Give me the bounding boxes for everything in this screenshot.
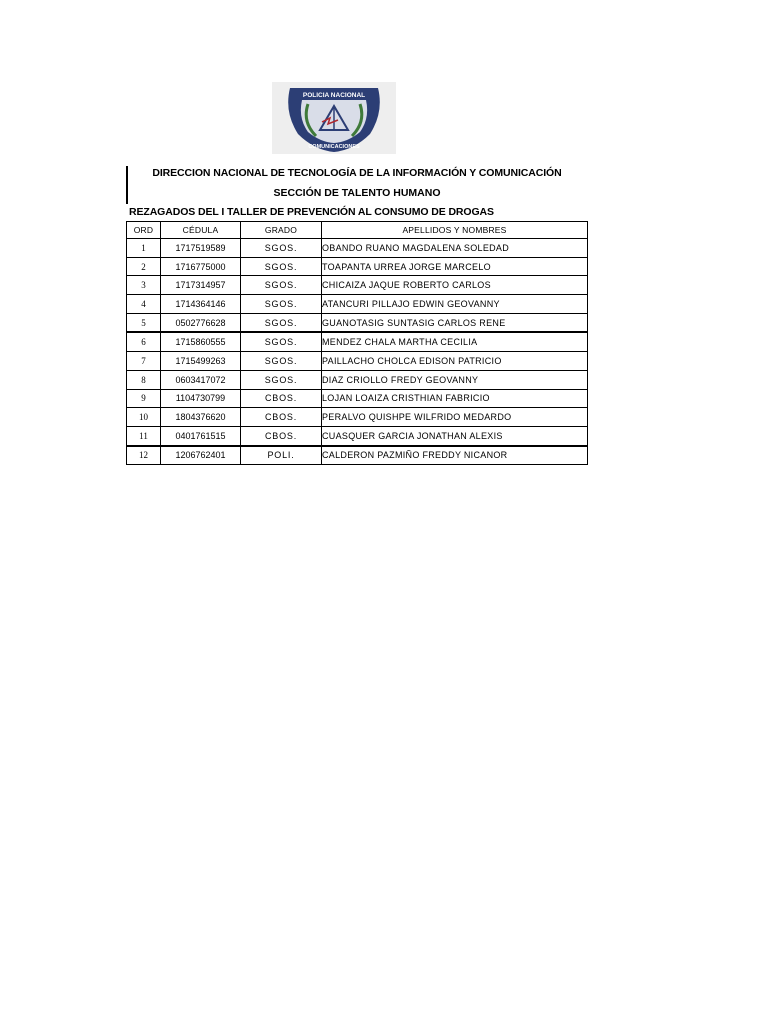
list-caption: REZAGADOS DEL I TALLER DE PREVENCIÓN AL CONSUMO DE DROGAS	[129, 206, 494, 218]
policia-nacional-logo	[272, 82, 396, 154]
nombre-cell: TOAPANTA URREA JORGE MARCELO	[322, 257, 588, 276]
nombre-cell: CHICAIZA JAQUE ROBERTO CARLOS	[322, 276, 588, 295]
logo-top-text: POLICIA NACIONAL	[302, 92, 366, 99]
nombre-cell: OBANDO RUANO MAGDALENA SOLEDAD	[322, 239, 588, 258]
column-header-cedula: CÉDULA	[161, 222, 241, 239]
table-header-row	[127, 222, 588, 239]
table-row	[127, 276, 588, 295]
ord-cell: 10	[127, 408, 161, 427]
nombre-cell: ATANCURI PILLAJO EDWIN GEOVANNY	[322, 295, 588, 314]
grado-cell: SGOS.	[241, 370, 322, 389]
cedula-cell: 1206762401	[161, 446, 241, 465]
table-row	[127, 408, 588, 427]
cedula-cell: 1714364146	[161, 295, 241, 314]
grado-cell: SGOS.	[241, 313, 322, 332]
table-row	[127, 313, 588, 332]
nombre-cell: PERALVO QUISHPE WILFRIDO MEDARDO	[322, 408, 588, 427]
ord-cell: 6	[127, 332, 161, 351]
ord-cell: 12	[127, 446, 161, 465]
ord-cell: 5	[127, 313, 161, 332]
table-row	[127, 257, 588, 276]
table-row	[127, 352, 588, 371]
table-body	[127, 239, 588, 465]
cedula-cell: 0502776628	[161, 313, 241, 332]
cedula-cell: 1715860555	[161, 332, 241, 351]
table-row	[127, 426, 588, 445]
cedula-cell: 1716775000	[161, 257, 241, 276]
nombre-cell: PAILLACHO CHOLCA EDISON PATRICIO	[322, 352, 588, 371]
cedula-cell: 1715499263	[161, 352, 241, 371]
ord-cell: 1	[127, 239, 161, 258]
column-header-nombres: APELLIDOS Y NOMBRES	[322, 222, 588, 239]
grado-cell: POLI.	[241, 446, 322, 465]
personnel-table	[126, 221, 588, 465]
grado-cell: SGOS.	[241, 332, 322, 351]
table-row	[127, 370, 588, 389]
grado-cell: SGOS.	[241, 239, 322, 258]
ord-cell: 3	[127, 276, 161, 295]
cedula-cell: 1804376620	[161, 408, 241, 427]
grado-cell: CBOS.	[241, 426, 322, 445]
document-subtitle: SECCIÓN DE TALENTO HUMANO	[273, 187, 441, 199]
grado-cell: SGOS.	[241, 295, 322, 314]
ord-cell: 7	[127, 352, 161, 371]
nombre-cell: MENDEZ CHALA MARTHA CECILIA	[322, 332, 588, 351]
cedula-cell: 1717519589	[161, 239, 241, 258]
ord-cell: 9	[127, 389, 161, 408]
document-title: DIRECCION NACIONAL DE TECNOLOGÍA DE LA INFORMACIÓN Y COMUNICACIÓN	[152, 167, 562, 179]
column-header-ord: ORD	[127, 222, 161, 239]
cedula-cell: 1104730799	[161, 389, 241, 408]
nombre-cell: CUASQUER GARCIA JONATHAN ALEXIS	[322, 426, 588, 445]
table-row	[127, 389, 588, 408]
nombre-cell: GUANOTASIG SUNTASIG CARLOS RENE	[322, 313, 588, 332]
grado-cell: CBOS.	[241, 408, 322, 427]
table-row	[127, 446, 588, 465]
table-row	[127, 332, 588, 351]
grado-cell: SGOS.	[241, 257, 322, 276]
logo-bottom-text: COMUNICACIONES	[308, 144, 360, 150]
cedula-cell: 1717314957	[161, 276, 241, 295]
table-row	[127, 239, 588, 258]
cedula-cell: 0401761515	[161, 426, 241, 445]
grado-cell: SGOS.	[241, 276, 322, 295]
grado-cell: SGOS.	[241, 352, 322, 371]
ord-cell: 8	[127, 370, 161, 389]
ord-cell: 11	[127, 426, 161, 445]
cedula-cell: 0603417072	[161, 370, 241, 389]
nombre-cell: DIAZ CRIOLLO FREDY GEOVANNY	[322, 370, 588, 389]
grado-cell: CBOS.	[241, 389, 322, 408]
table-row	[127, 295, 588, 314]
column-header-grado: GRADO	[241, 222, 322, 239]
nombre-cell: CALDERON PAZMIÑO FREDDY NICANOR	[322, 446, 588, 465]
ord-cell: 2	[127, 257, 161, 276]
ord-cell: 4	[127, 295, 161, 314]
nombre-cell: LOJAN LOAIZA CRISTHIAN FABRICIO	[322, 389, 588, 408]
